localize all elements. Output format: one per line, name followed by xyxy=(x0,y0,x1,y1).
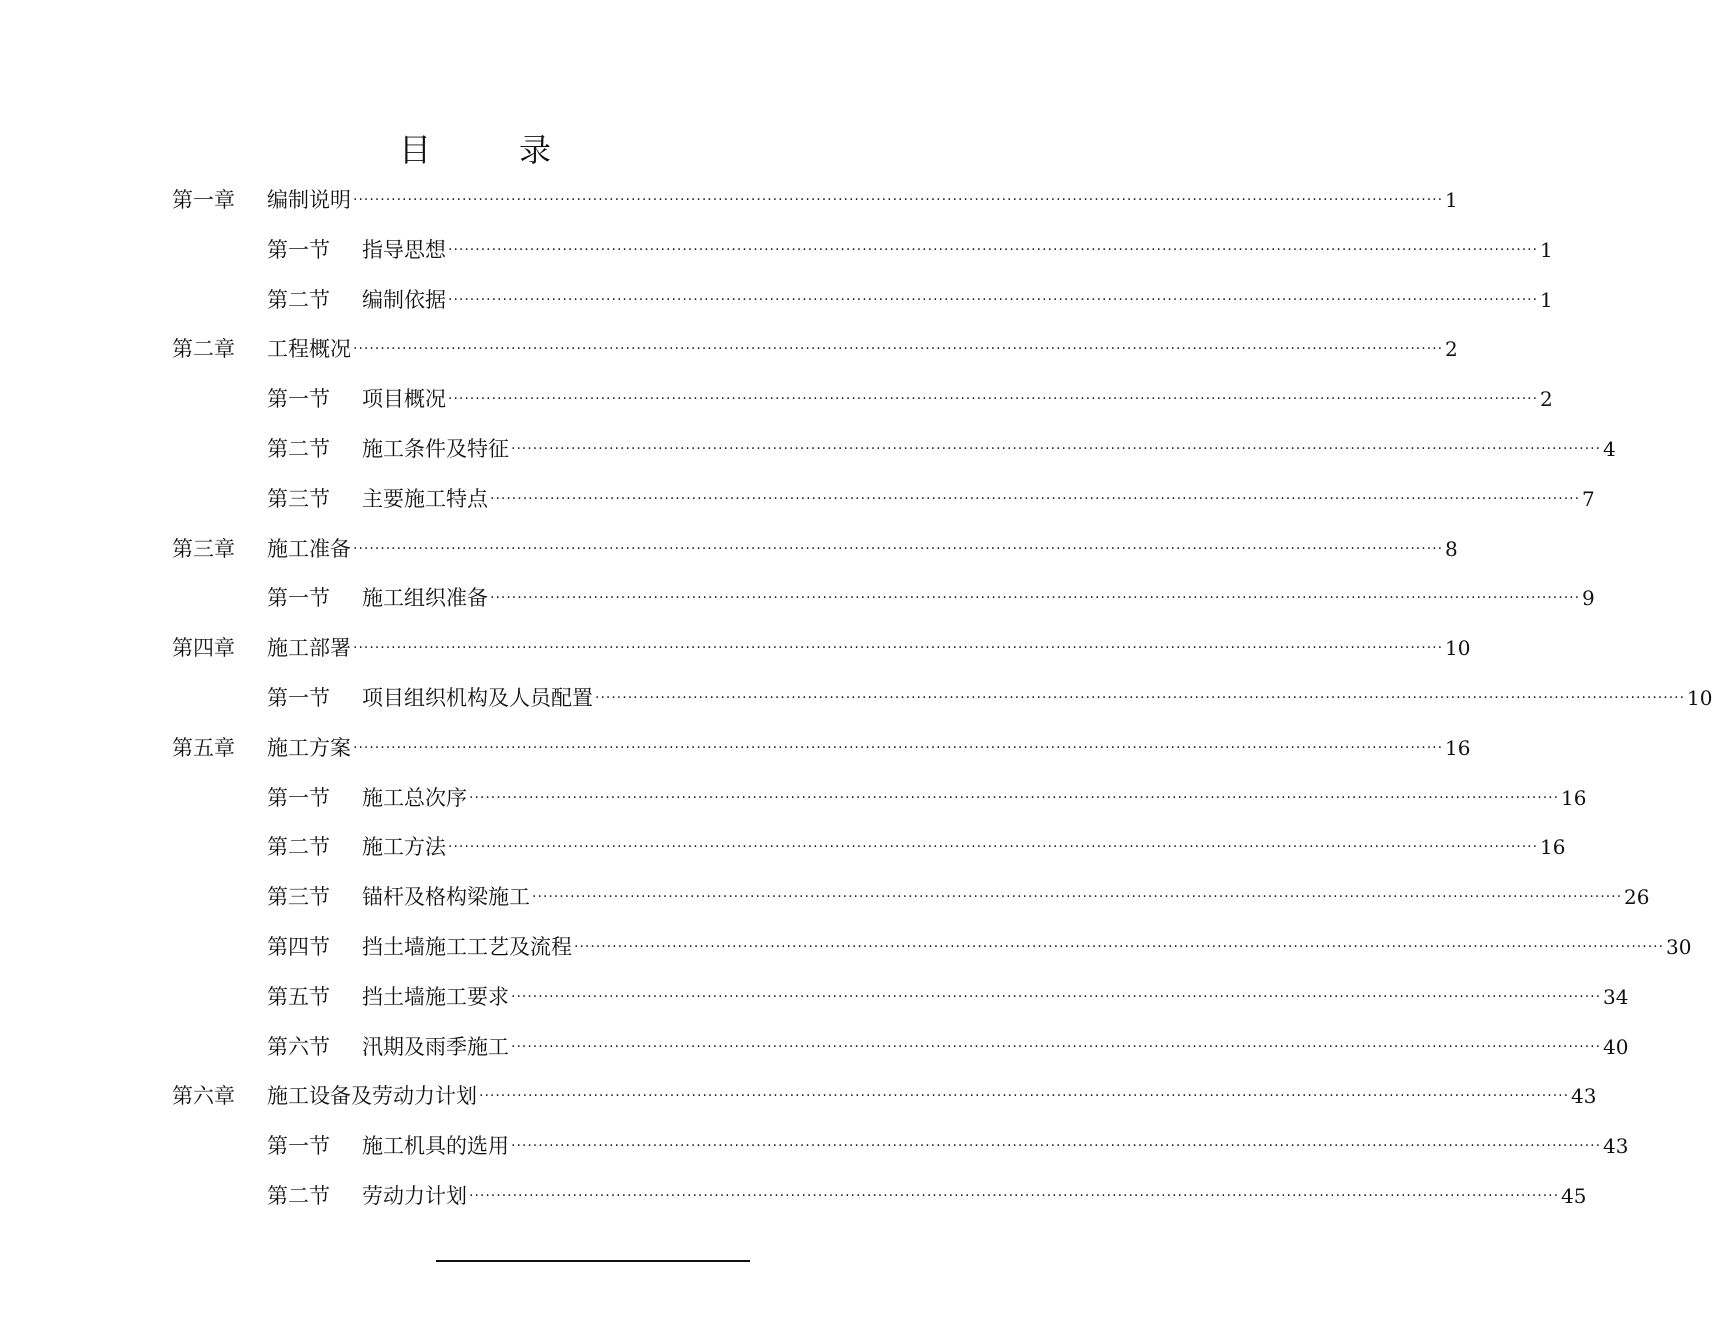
dot-leader: ········································································································································································································ xyxy=(353,640,1444,657)
entry-page-number: 9 xyxy=(1582,586,1595,611)
toc-section-entry[interactable] xyxy=(267,827,1566,867)
entry-title: 主要施工特点 xyxy=(362,486,488,511)
page-title: 目 录 xyxy=(398,131,579,169)
footer-divider xyxy=(436,1260,750,1262)
entry-page-number: 1 xyxy=(1540,237,1553,262)
toc-chapter-entry[interactable] xyxy=(172,329,1458,369)
entry-number: 第一节 xyxy=(267,237,330,262)
entry-number: 第三章 xyxy=(172,536,235,561)
entry-number: 第二章 xyxy=(172,337,235,362)
entry-title: 项目概况 xyxy=(362,387,446,412)
entry-page-number: 16 xyxy=(1540,835,1566,860)
toc-chapter-entry[interactable] xyxy=(172,529,1458,569)
entry-title: 挡土墙施工要求 xyxy=(362,984,509,1009)
entry-page-number: 7 xyxy=(1582,486,1595,511)
entry-page-number: 1 xyxy=(1540,287,1553,312)
toc-section-entry[interactable] xyxy=(267,927,1692,967)
entry-number: 第三节 xyxy=(267,486,330,511)
toc-section-entry[interactable] xyxy=(267,877,1650,917)
entry-number: 第五节 xyxy=(267,984,330,1009)
toc-section-entry[interactable] xyxy=(267,230,1553,270)
entry-title: 施工机具的选用 xyxy=(362,1134,509,1159)
entry-title: 施工方案 xyxy=(267,735,351,760)
dot-leader: ········································································································································································································ xyxy=(595,690,1686,706)
entry-number: 第二节 xyxy=(267,1184,330,1208)
toc-section-entry[interactable] xyxy=(267,379,1553,419)
entry-number: 第四节 xyxy=(267,935,330,959)
entry-number: 第一节 xyxy=(267,785,330,810)
toc-section-entry[interactable] xyxy=(267,1126,1629,1166)
entry-number: 第五章 xyxy=(172,735,235,760)
entry-number: 第一节 xyxy=(267,387,330,412)
dot-leader: ········································································································································································································ xyxy=(353,540,1444,557)
toc-section-entry[interactable] xyxy=(267,1176,1587,1216)
entry-number: 第一节 xyxy=(267,586,330,611)
entry-number: 第一节 xyxy=(267,1134,330,1159)
entry-number: 第一章 xyxy=(172,188,235,212)
dot-leader: ········································································································································································································ xyxy=(353,192,1444,208)
entry-page-number: 2 xyxy=(1445,337,1458,362)
entry-page-number: 10 xyxy=(1687,686,1713,710)
dot-leader: ········································································································································································································ xyxy=(353,739,1444,756)
dot-leader: ········································································································································································································ xyxy=(532,889,1623,906)
entry-number: 第四章 xyxy=(172,636,235,661)
toc-section-entry[interactable] xyxy=(267,778,1587,818)
toc-chapter-entry[interactable] xyxy=(172,1076,1597,1116)
entry-page-number: 4 xyxy=(1603,437,1616,461)
entry-title: 施工总次序 xyxy=(362,785,467,810)
entry-page-number: 43 xyxy=(1571,1084,1597,1109)
dot-leader: ········································································································································································································ xyxy=(469,1188,1560,1204)
toc-section-entry[interactable] xyxy=(267,977,1629,1017)
entry-number: 第二节 xyxy=(267,287,330,312)
entry-number: 第三节 xyxy=(267,885,330,910)
entry-page-number: 1 xyxy=(1445,188,1458,212)
toc-section-entry[interactable] xyxy=(267,578,1595,618)
dot-leader: ········································································································································································································ xyxy=(511,1138,1602,1155)
toc-chapter-entry[interactable] xyxy=(172,728,1471,768)
entry-page-number: 45 xyxy=(1561,1184,1587,1208)
entry-title: 锚杆及格构梁施工 xyxy=(362,885,530,910)
toc-section-entry[interactable] xyxy=(267,479,1595,519)
entry-page-number: 2 xyxy=(1540,387,1553,412)
entry-page-number: 40 xyxy=(1603,1034,1629,1059)
dot-leader: ········································································································································································································ xyxy=(511,988,1602,1005)
dot-leader: ········································································································································································································ xyxy=(448,839,1539,856)
toc-section-entry[interactable] xyxy=(267,678,1713,718)
dot-leader: ········································································································································································································ xyxy=(511,1038,1602,1055)
entry-title: 指导思想 xyxy=(362,237,446,262)
entry-title: 施工条件及特征 xyxy=(362,437,509,461)
dot-leader: ········································································································································································································ xyxy=(490,490,1581,507)
dot-leader: ········································································································································································································ xyxy=(448,241,1539,258)
entry-page-number: 26 xyxy=(1624,885,1650,910)
entry-page-number: 8 xyxy=(1445,536,1458,561)
dot-leader: ········································································································································································································ xyxy=(490,590,1581,607)
entry-title: 施工设备及劳动力计划 xyxy=(267,1084,477,1109)
entry-page-number: 16 xyxy=(1445,735,1471,760)
entry-number: 第二节 xyxy=(267,835,330,860)
dot-leader: ········································································································································································································ xyxy=(511,441,1602,457)
entry-number: 第二节 xyxy=(267,437,330,461)
entry-title: 汛期及雨季施工 xyxy=(362,1034,509,1059)
dot-leader: ········································································································································································································ xyxy=(353,341,1444,358)
entry-title: 编制依据 xyxy=(362,287,446,312)
entry-title: 挡土墙施工工艺及流程 xyxy=(362,935,572,959)
entry-number: 第一节 xyxy=(267,686,330,710)
entry-page-number: 16 xyxy=(1561,785,1587,810)
entry-page-number: 34 xyxy=(1603,984,1629,1009)
entry-number: 第六章 xyxy=(172,1084,235,1109)
entry-number: 第六节 xyxy=(267,1034,330,1059)
entry-title: 施工方法 xyxy=(362,835,446,860)
entry-title: 编制说明 xyxy=(267,188,351,212)
toc-chapter-entry[interactable] xyxy=(172,628,1471,668)
dot-leader: ········································································································································································································ xyxy=(448,291,1539,308)
entry-page-number: 30 xyxy=(1666,935,1692,959)
entry-title: 施工部署 xyxy=(267,636,351,661)
toc-section-entry[interactable] xyxy=(267,280,1553,320)
toc-chapter-entry[interactable] xyxy=(172,180,1458,220)
entry-title: 劳动力计划 xyxy=(362,1184,467,1208)
entry-title: 施工准备 xyxy=(267,536,351,561)
entry-title: 施工组织准备 xyxy=(362,586,488,611)
dot-leader: ········································································································································································································ xyxy=(574,939,1665,955)
toc-section-entry[interactable] xyxy=(267,1027,1629,1067)
entry-page-number: 10 xyxy=(1445,636,1471,661)
entry-title: 项目组织机构及人员配置 xyxy=(362,686,593,710)
entry-page-number: 43 xyxy=(1603,1134,1629,1159)
dot-leader: ········································································································································································································ xyxy=(479,1088,1570,1105)
entry-title: 工程概况 xyxy=(267,337,351,362)
dot-leader: ········································································································································································································ xyxy=(448,391,1539,408)
toc-section-entry[interactable] xyxy=(267,429,1616,469)
dot-leader: ········································································································································································································ xyxy=(469,789,1560,806)
